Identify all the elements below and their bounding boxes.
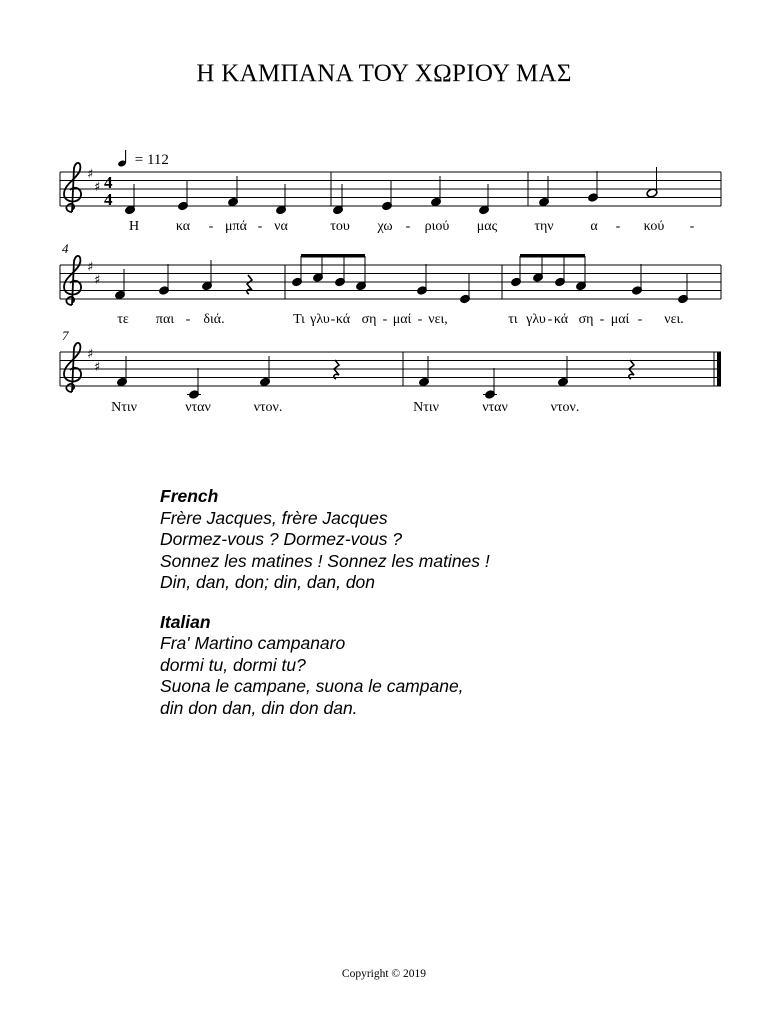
lyric-syllable: νει,	[428, 312, 448, 327]
verse-line: Dormez-vous ? Dormez-vous ?	[160, 529, 403, 549]
lyric-hyphen: -	[417, 312, 423, 327]
treble-clef-icon	[64, 163, 81, 212]
verse-line: Sonnez les matines ! Sonnez les matines !	[160, 550, 490, 571]
svg-text:4: 4	[104, 190, 113, 209]
lyric-syllable: Η	[128, 219, 140, 234]
lyric-syllable: τι	[508, 312, 518, 327]
lyric-syllable: μας	[476, 219, 498, 234]
lyric-syllable: Τι	[293, 312, 305, 327]
svg-text:♯: ♯	[87, 260, 94, 275]
lyric-syllable: κά	[553, 312, 569, 327]
svg-text:♯: ♯	[94, 360, 101, 375]
lyric-syllable: του	[330, 219, 350, 234]
verse-heading: French	[160, 486, 219, 506]
lyric-syllable: γλυ	[310, 312, 330, 327]
lyric-syllable: ντον.	[550, 400, 580, 415]
lyric-hyphen: -	[405, 219, 411, 234]
lyric-syllable: ση	[361, 312, 377, 327]
lyric-hyphen: -	[689, 219, 695, 234]
svg-text:♯: ♯	[94, 273, 101, 288]
lyric-syllable: Ντιν	[111, 400, 137, 415]
lyric-hyphen: -	[599, 312, 605, 327]
lyric-hyphen: -	[547, 312, 553, 327]
staff-system-3	[60, 352, 721, 386]
lyric-syllable: ντον.	[253, 400, 283, 415]
lyric-syllable: μαί	[392, 312, 412, 327]
verse-line: Suona le campane, suona le campane,	[160, 676, 464, 696]
lyric-syllable: α	[590, 219, 598, 234]
svg-text:♯: ♯	[87, 167, 94, 182]
lyric-syllable: να	[274, 219, 288, 234]
svg-text:♯: ♯	[87, 347, 94, 362]
lyric-syllable: κά	[335, 312, 351, 327]
treble-clef-icon	[64, 343, 81, 392]
lyric-syllable: μπά	[225, 219, 247, 234]
lyric-syllable: ση	[578, 312, 594, 327]
lyric-syllable: νταν	[185, 400, 211, 415]
svg-text:♯: ♯	[94, 180, 101, 195]
lyric-syllable: χω	[377, 219, 393, 234]
song-title: Η ΚΑΜΠΑΝΑ ΤΟΥ ΧΩΡΙΟΥ ΜΑΣ	[196, 60, 572, 87]
verse-line: Frère Jacques, frère Jacques	[160, 507, 388, 528]
svg-text:4: 4	[104, 173, 113, 192]
lyric-syllable: τε	[117, 312, 129, 327]
lyric-syllable: μαί	[610, 312, 630, 327]
lyric-syllable: κού	[643, 219, 665, 234]
lyric-syllable: νταν	[482, 400, 508, 415]
notes-system-2	[115, 254, 689, 304]
measure-number: 4	[62, 241, 69, 256]
lyric-syllable: ριού	[424, 219, 450, 234]
measure-number: 7	[62, 328, 69, 343]
time-signature	[104, 173, 113, 209]
lyric-hyphen: -	[330, 312, 336, 327]
translations	[160, 486, 720, 737]
lyric-syllable: παι	[155, 312, 175, 327]
lyric-syllable: νει.	[664, 312, 684, 327]
verse-italian	[160, 612, 720, 720]
lyric-hyphen: -	[185, 312, 191, 327]
verse-line: dormi tu, dormi tu?	[160, 654, 306, 675]
lyric-hyphen: -	[637, 312, 643, 327]
verse-french	[160, 486, 720, 594]
treble-clef-icon	[64, 256, 81, 305]
lyric-syllable: γλυ	[526, 312, 546, 327]
lyric-syllable: την	[534, 219, 554, 234]
staff-system-2	[60, 265, 721, 299]
verse-line: Fra' Martino campanaro	[160, 633, 346, 653]
lyric-syllable: Ντιν	[413, 400, 439, 415]
key-signature	[87, 167, 100, 375]
notes-system-1	[125, 167, 658, 215]
verse-heading: Italian	[160, 611, 211, 632]
lyric-hyphen: -	[208, 219, 214, 234]
tempo-text: = 112	[134, 152, 169, 168]
quarter-rest-icon	[247, 275, 252, 294]
lyric-hyphen: -	[257, 219, 263, 234]
verse-line: din don dan, din don dan.	[160, 697, 358, 718]
lyric-hyphen: -	[382, 312, 388, 327]
copyright-notice: Copyright © 2019	[341, 968, 427, 980]
lyric-syllable: διά.	[203, 312, 225, 327]
lyric-syllable: κα	[175, 219, 191, 234]
lyric-hyphen: -	[615, 219, 621, 234]
verse-line: Din, dan, don; din, dan, don	[160, 572, 376, 592]
